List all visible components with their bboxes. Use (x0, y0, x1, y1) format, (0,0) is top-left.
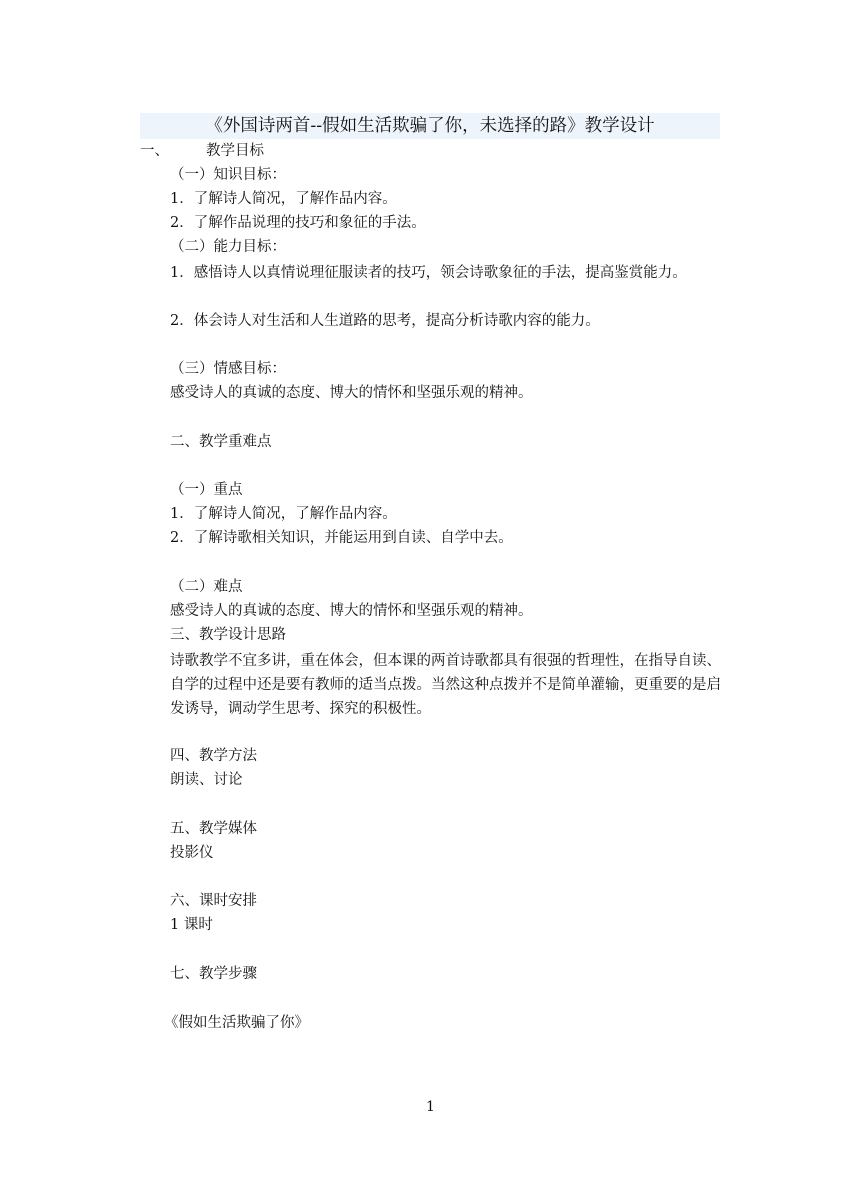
key-point-item-1: 1．了解诗人简况，了解作品内容。 (170, 506, 397, 522)
knowledge-goal-heading: （一）知识目标： (170, 167, 286, 183)
document-title: 《外国诗两首--假如生活欺骗了你，未选择的路》教学设计 (205, 116, 655, 136)
ability-goal-item-2: 2．体会诗人对生活和人生道路的思考，提高分析诗歌内容的能力。 (170, 313, 600, 329)
section-1-heading: 教学目标 (206, 143, 264, 159)
section-1-number: 一、 (140, 143, 169, 159)
knowledge-goal-item-1: 1．了解诗人简况，了解作品内容。 (170, 191, 397, 207)
difficult-point-text: 感受诗人的真诚的态度、博大的情怀和坚强乐观的精神。 (170, 603, 533, 619)
emotion-goal-heading: （三）情感目标： (170, 361, 286, 377)
section-5-text: 投影仪 (170, 845, 214, 861)
section-6-text: 1 课时 (170, 917, 213, 933)
difficult-point-heading: （二）难点 (170, 579, 243, 595)
section-3-heading: 三、教学设计思路 (170, 627, 286, 643)
section-5-heading: 五、教学媒体 (170, 821, 257, 837)
section-7-subtitle: 《假如生活欺骗了你》 (164, 1015, 309, 1031)
section-4-text: 朗读、讨论 (170, 772, 243, 788)
section-2-heading: 二、教学重难点 (170, 434, 272, 450)
key-point-item-2: 2．了解诗歌相关知识，并能运用到自读、自学中去。 (170, 530, 513, 546)
emotion-goal-text: 感受诗人的真诚的态度、博大的情怀和坚强乐观的精神。 (170, 385, 533, 401)
ability-goal-heading: （二）能力目标： (170, 239, 286, 255)
section-4-heading: 四、教学方法 (170, 748, 257, 764)
knowledge-goal-item-2: 2．了解作品说理的技巧和象征的手法。 (170, 215, 426, 231)
section-7-heading: 七、教学步骤 (170, 966, 257, 982)
key-point-heading: （一）重点 (170, 482, 243, 498)
ability-goal-item-1: 1．感悟诗人以真情说理征服读者的技巧，领会诗歌象征的手法，提高鉴赏能力。 (170, 265, 687, 281)
section-6-heading: 六、课时安排 (170, 893, 257, 909)
page-number: 1 (426, 1099, 435, 1115)
section-3-text: 诗歌教学不宜多讲，重在体会，但本课的两首诗歌都具有很强的哲理性，在指导自读、自学的过程中还是要有教师的适当点拨。当然这种点拨并不是简单灌输，更重要的是启发诱导，调动学生思考、探究的积极性。 (170, 653, 721, 717)
